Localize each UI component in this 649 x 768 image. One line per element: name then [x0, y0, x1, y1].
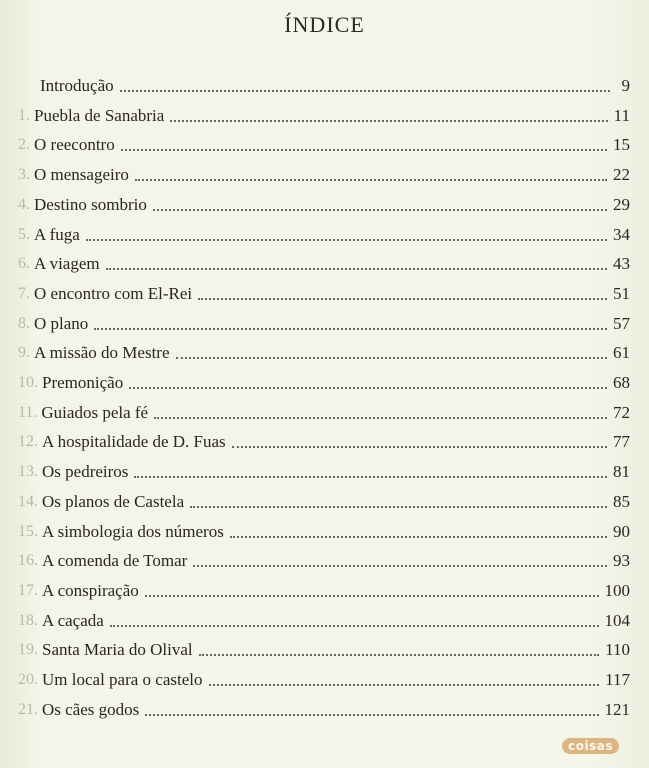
chapter-number: 19.	[18, 641, 38, 659]
toc-entry	[18, 72, 630, 96]
dot-leader	[134, 475, 607, 478]
chapter-number: 20.	[18, 671, 38, 688]
dot-leader	[129, 386, 607, 389]
toc-entry	[18, 369, 630, 393]
toc-entry	[18, 696, 630, 720]
chapter-title: O mensageiro	[34, 165, 129, 185]
dot-leader	[145, 713, 598, 716]
dot-leader	[94, 327, 607, 330]
chapter-title: Guiados pela fé	[41, 402, 149, 422]
watermark-logo: coisas	[562, 738, 619, 754]
dot-leader	[153, 208, 607, 211]
chapter-number: 14.	[18, 492, 38, 510]
chapter-title: Premonição	[42, 373, 124, 392]
chapter-title: O reecontro	[34, 135, 115, 155]
chapter-title: A caçada	[42, 610, 104, 630]
chapter-title: A viagem	[34, 254, 100, 274]
toc-entry	[18, 250, 630, 274]
dot-leader	[120, 89, 610, 92]
dot-leader	[86, 238, 607, 241]
chapter-number: 11.	[18, 403, 38, 421]
toc-entry	[18, 518, 630, 542]
page-number: 57	[613, 313, 630, 333]
chapter-number: 4.	[18, 195, 30, 213]
chapter-title: Os pedreiros	[42, 462, 129, 482]
chapter-number: 21.	[18, 700, 38, 718]
toc-entry	[18, 339, 630, 363]
chapter-number: 12.	[18, 433, 38, 451]
page-number: 68	[613, 373, 630, 392]
page-number: 72	[613, 402, 630, 422]
dot-leader	[121, 148, 607, 151]
chapter-number: 16.	[18, 552, 38, 570]
page-number: 117	[605, 670, 630, 689]
page-number: 11	[613, 105, 630, 125]
chapter-title: Introdução	[40, 76, 114, 95]
page-number: 100	[604, 580, 630, 600]
dot-leader	[110, 624, 599, 627]
chapter-number: 15.	[18, 522, 38, 540]
dot-leader	[193, 564, 607, 567]
toc-entry	[18, 666, 630, 690]
toc-entry	[18, 607, 630, 631]
page-number: 61	[613, 343, 630, 363]
chapter-title: A missão do Mestre	[34, 343, 170, 363]
chapter-number: 7.	[18, 284, 30, 302]
dot-leader	[230, 535, 607, 538]
dot-leader	[199, 653, 600, 656]
chapter-number: 1.	[18, 106, 30, 124]
page-number: 34	[613, 224, 630, 244]
chapter-number: 9.	[18, 344, 30, 362]
toc-entry	[18, 636, 630, 660]
toc-entry	[18, 280, 630, 304]
chapter-number: 18.	[18, 611, 38, 629]
page-title: ÍNDICE	[284, 12, 365, 37]
chapter-title: O plano	[34, 313, 89, 333]
toc-entry	[18, 399, 630, 423]
toc-entry	[18, 310, 630, 334]
page-number: 90	[613, 521, 630, 541]
page-number: 104	[604, 610, 630, 630]
chapter-number: 2.	[18, 136, 30, 154]
dot-leader	[232, 445, 607, 448]
dot-leader	[198, 297, 607, 300]
page-number: 9	[621, 76, 630, 95]
toc-entry	[18, 102, 630, 126]
toc-entry	[18, 577, 630, 601]
page-number: 85	[613, 491, 630, 511]
dot-leader	[190, 505, 607, 508]
dot-leader	[170, 119, 607, 122]
toc-entry	[18, 131, 630, 155]
page-number: 110	[605, 640, 630, 660]
page-number: 93	[613, 551, 630, 571]
page-number: 15	[613, 135, 630, 155]
toc-entry	[18, 161, 630, 185]
chapter-number: 8.	[18, 314, 30, 332]
chapter-title: Puebla de Sanabria	[34, 105, 165, 125]
dot-leader	[209, 683, 600, 686]
toc-entry	[18, 488, 630, 512]
toc-entry	[18, 428, 630, 452]
page-number: 51	[613, 283, 630, 303]
page-number: 22	[613, 165, 630, 185]
chapter-title: Santa Maria do Olival	[42, 640, 193, 660]
chapter-title: A fuga	[34, 224, 80, 244]
page-number: 121	[604, 699, 630, 719]
chapter-title: Um local para o castelo	[42, 670, 203, 689]
chapter-number: 13.	[18, 463, 38, 481]
chapter-number: 10.	[18, 374, 38, 391]
chapter-title: Os planos de Castela	[42, 491, 185, 511]
page-number: 29	[613, 194, 630, 214]
chapter-title: A comenda de Tomar	[42, 551, 188, 571]
dot-leader	[176, 356, 607, 359]
toc-entry	[18, 191, 630, 215]
toc-entry	[18, 458, 630, 482]
chapter-title: A hospitalidade de D. Fuas	[42, 432, 226, 452]
page-number: 77	[613, 432, 630, 452]
page-number: 81	[613, 462, 630, 482]
chapter-number: 3.	[18, 166, 30, 184]
chapter-title: A simbologia dos números	[42, 521, 224, 541]
chapter-number: 17.	[18, 581, 38, 599]
dot-leader	[135, 178, 607, 181]
chapter-title: A conspiração	[42, 580, 139, 600]
toc-entry	[18, 221, 630, 245]
page-number: 43	[613, 254, 630, 274]
chapter-number: 6.	[18, 255, 30, 273]
chapter-title: O encontro com El-Rei	[34, 283, 193, 303]
chapter-title: Os cães godos	[42, 699, 140, 719]
dot-leader	[145, 594, 599, 597]
dot-leader	[154, 416, 607, 419]
dot-leader	[106, 267, 607, 270]
chapter-number: 5.	[18, 225, 30, 243]
chapter-title: Destino sombrio	[34, 194, 147, 214]
toc-entry	[18, 547, 630, 571]
